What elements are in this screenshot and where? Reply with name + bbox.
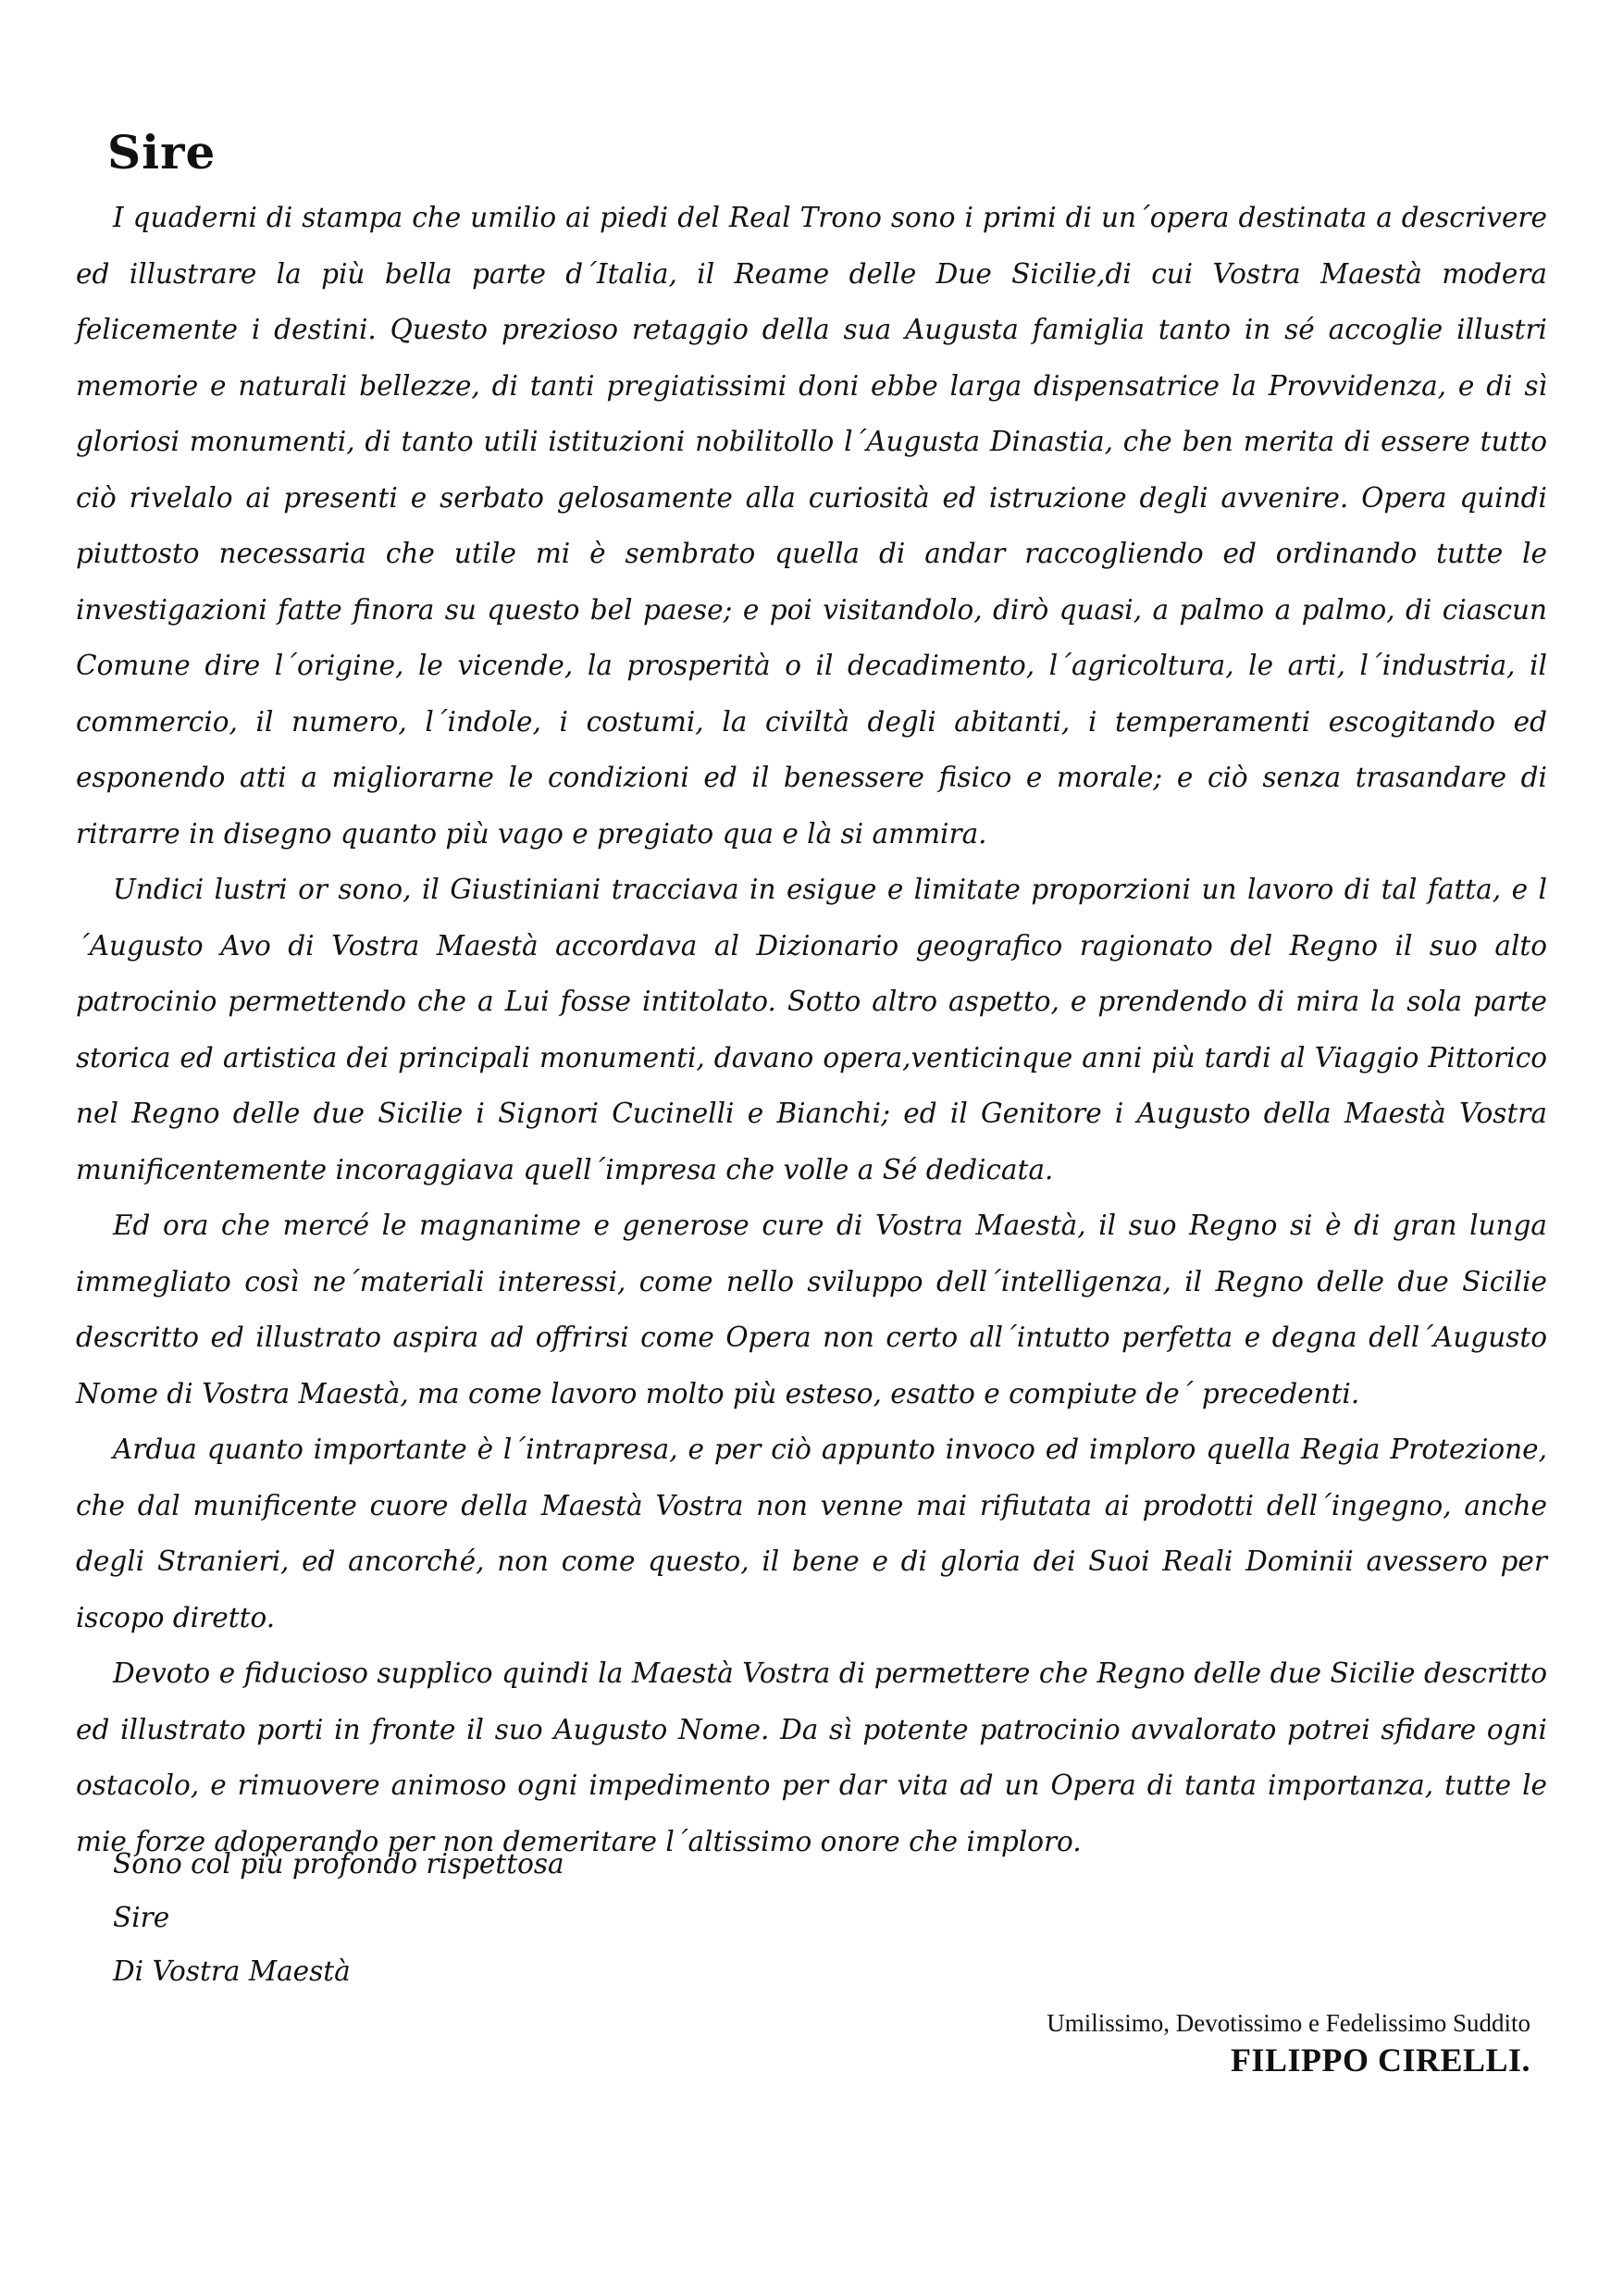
letter-closing xyxy=(113,1837,564,1998)
letter-salutation-heading: Sire xyxy=(107,125,217,180)
letter-body xyxy=(76,190,1547,1869)
signature-subscription: Umilissimo, Devotissimo e Fedelissimo Suddito xyxy=(1047,2009,1530,2037)
closing-line-2: Sire xyxy=(113,1902,170,1933)
closing-line-3: Di Vostra Maestà xyxy=(113,1955,351,1987)
signature-block xyxy=(1047,2006,1530,2080)
signatory-name: FILIPPO CIRELLI. xyxy=(1230,2042,1530,2079)
paragraph-2: Undici lustri or sono, il Giustiniani tracciava in esigue e limitate proporzioni un lavoro di tal fatta, e l´Augusto Avo di Vostra Maestà accordava al Dizionario geografico ragionato del Regno il suo alto patrocinio permettendo che a Lui fosse intitolato. Sotto altro aspetto, e prendendo di mira la sola parte storica ed artistica dei principali monumenti, davano opera,venticinque anni più tardi al Viaggio Pittorico nel Regno delle due Sicilie i Signori Cucinelli e Bianchi; ed il Genitore i Augusto della Maestà Vostra munificentemente incoraggiava quell´impresa che volle a Sé dedicata. xyxy=(76,874,1547,1185)
paragraph-1: I quaderni di stampa che umilio ai piedi del Real Trono sono i primi di un´opera destinata a descrivere ed illustrare la più bella parte d´Italia, il Reame delle Due Sicilie,di cui Vostra Maestà modera felicemente i destini. Questo prezioso retaggio della sua Augusta famiglia tanto in sé accoglie illustri memorie e naturali bellezze, di tanti pregiatissimi doni ebbe larga dispensatrice la Provvidenza, e di sì gloriosi monumenti, di tanto utili istituzioni nobilitollo l´Augusta Dinastia, che ben merita di essere tutto ciò rivelalo ai presenti e serbato gelosamente alla curiosità ed istruzione degli avvenire. Opera quindi piuttosto necessaria che utile mi è sembrato quella di andar raccogliendo ed ordinando tutte le investigazioni fatte finora su questo bel paese; e poi visitandolo, dirò quasi, a palmo a palmo, di ciascun Comune dire l´origine, le vicende, la prosperità o il decadimento, l´agricoltura, le arti, l´industria, il commercio, il numero, l´indole, i costumi, la civiltà degli abitanti, i temperamenti escogitando ed esponendo atti a migliorarne le condizioni ed il benessere fisico e morale; e ciò senza trasandare di ritrarre in disegno quanto più vago e pregiato qua e là si ammira. xyxy=(76,202,1547,850)
closing-line-1: Sono col più profondo rispettosa xyxy=(113,1848,564,1880)
paragraph-5: Devoto e fiducioso supplico quindi la Maestà Vostra di permettere che Regno delle due Sicilie descritto ed illustrato porti in fronte il suo Augusto Nome. Da sì potente patrocinio avvalorato potrei sfidare ogni ostacolo, e rimuovere animoso ogni impedimento per dar vita ad un Opera di tanta importanza, tutte le mie forze adoperando per non demeritare l´altissimo onore che imploro. xyxy=(76,1657,1547,1857)
paragraph-4: Ardua quanto importante è l´intrapresa, e per ciò appunto invoco ed imploro quella Regia Protezione, che dal munificente cuore della Maestà Vostra non venne mai rifiutata ai prodotti dell´ingegno, anche degli Stranieri, ed ancorché, non come questo, il bene e di gloria dei Suoi Reali Dominii avessero per iscopo diretto. xyxy=(76,1433,1547,1633)
paragraph-3: Ed ora che mercé le magnanime e generose cure di Vostra Maestà, il suo Regno si è di gran lunga immegliato così ne´materiali interessi, come nello sviluppo dell´intelligenza, il Regno delle due Sicilie descritto ed illustrato aspira ad offrirsi come Opera non certo all´intutto perfetta e degna dell´Augusto Nome di Vostra Maestà, ma come lavoro molto più esteso, esatto e compiute de´ precedenti. xyxy=(76,1210,1547,1409)
